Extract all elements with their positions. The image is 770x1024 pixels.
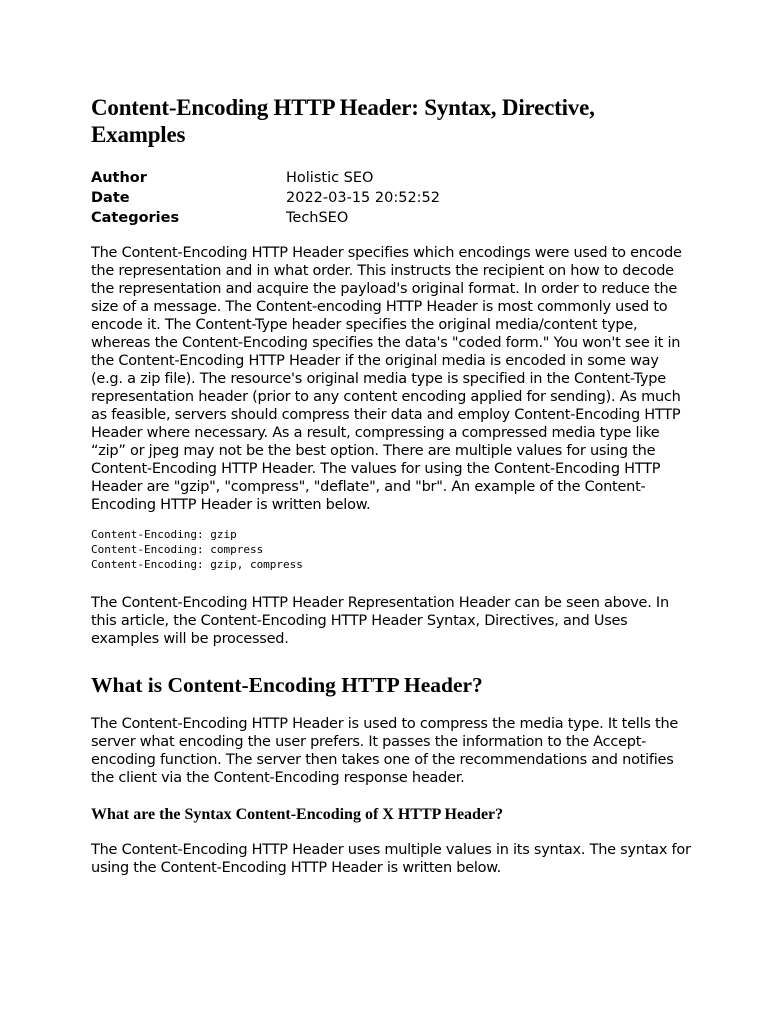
code-line: Content-Encoding: compress [91,543,264,556]
subsection-paragraph: The Content-Encoding HTTP Header uses multiple values in its syntax. The syntax for using the Content-Encoding HTTP Header is written below. [91,842,691,876]
code-line: Content-Encoding: gzip, compress [91,558,303,571]
paragraph-after-code: The Content-Encoding HTTP Header Representation Header can be seen above. In this article, the Content-Encoding HTTP Header Syntax, Directives, and Uses examples will be processed. [91,595,669,647]
meta-value: 2022-03-15 20:52:52 [286,190,440,206]
document-page [91,94,691,890]
meta-key: Author [91,170,147,186]
page-title: Content-Encoding HTTP Header: Syntax, Directive, Examples [91,95,595,147]
meta-value: TechSEO [286,210,349,226]
section-paragraph: The Content-Encoding HTTP Header is used to compress the media type. It tells the server what encoding the user prefers. It passes the information to the Accept-encoding function. The server then takes one of the recommendations and notifies the client via the Content-Encoding response header. [91,716,679,786]
meta-row-date [91,188,691,208]
code-block [91,527,691,572]
subsection-heading: What are the Syntax Content-Encoding of X HTTP Header? [91,806,504,823]
meta-row-author [91,168,691,188]
meta-key: Date [91,190,130,206]
meta-value: Holistic SEO [286,170,374,186]
section-heading: What is Content-Encoding HTTP Header? [91,673,483,697]
intro-paragraph: The Content-Encoding HTTP Header specifies which encodings were used to encode the representation and in what order. This instructs the recipient on how to decode the representation and acquire the payload's original format. In order to reduce the size of a message. The Content-encoding HTTP Header is most commonly used to encode it. The Content-Type header specifies the original media/content type, whereas the Content-Encoding specifies the data's "coded form." You won't see it in the Content-Encoding HTTP Header if the original media is encoded in some way (e.g. a zip file). The resource's original media type is specified in the Content-Type representation header (prior to any content encoding applied for sending). As much as feasible, servers should compress their data and employ Content-Encoding HTTP Header where necessary. As a result, compressing a compressed media type like “zip” or jpeg may not be the best option. There are multiple values for using the Content-Encoding HTTP Header. The values for using the Content-Encoding HTTP Header are "gzip", "compress", "deflate", and "br". An example of the Content-Encoding HTTP Header is written below. [91,245,682,513]
code-line: Content-Encoding: gzip [91,528,237,541]
meta-row-categories [91,208,691,228]
meta-table [91,168,691,228]
meta-key: Categories [91,210,180,226]
